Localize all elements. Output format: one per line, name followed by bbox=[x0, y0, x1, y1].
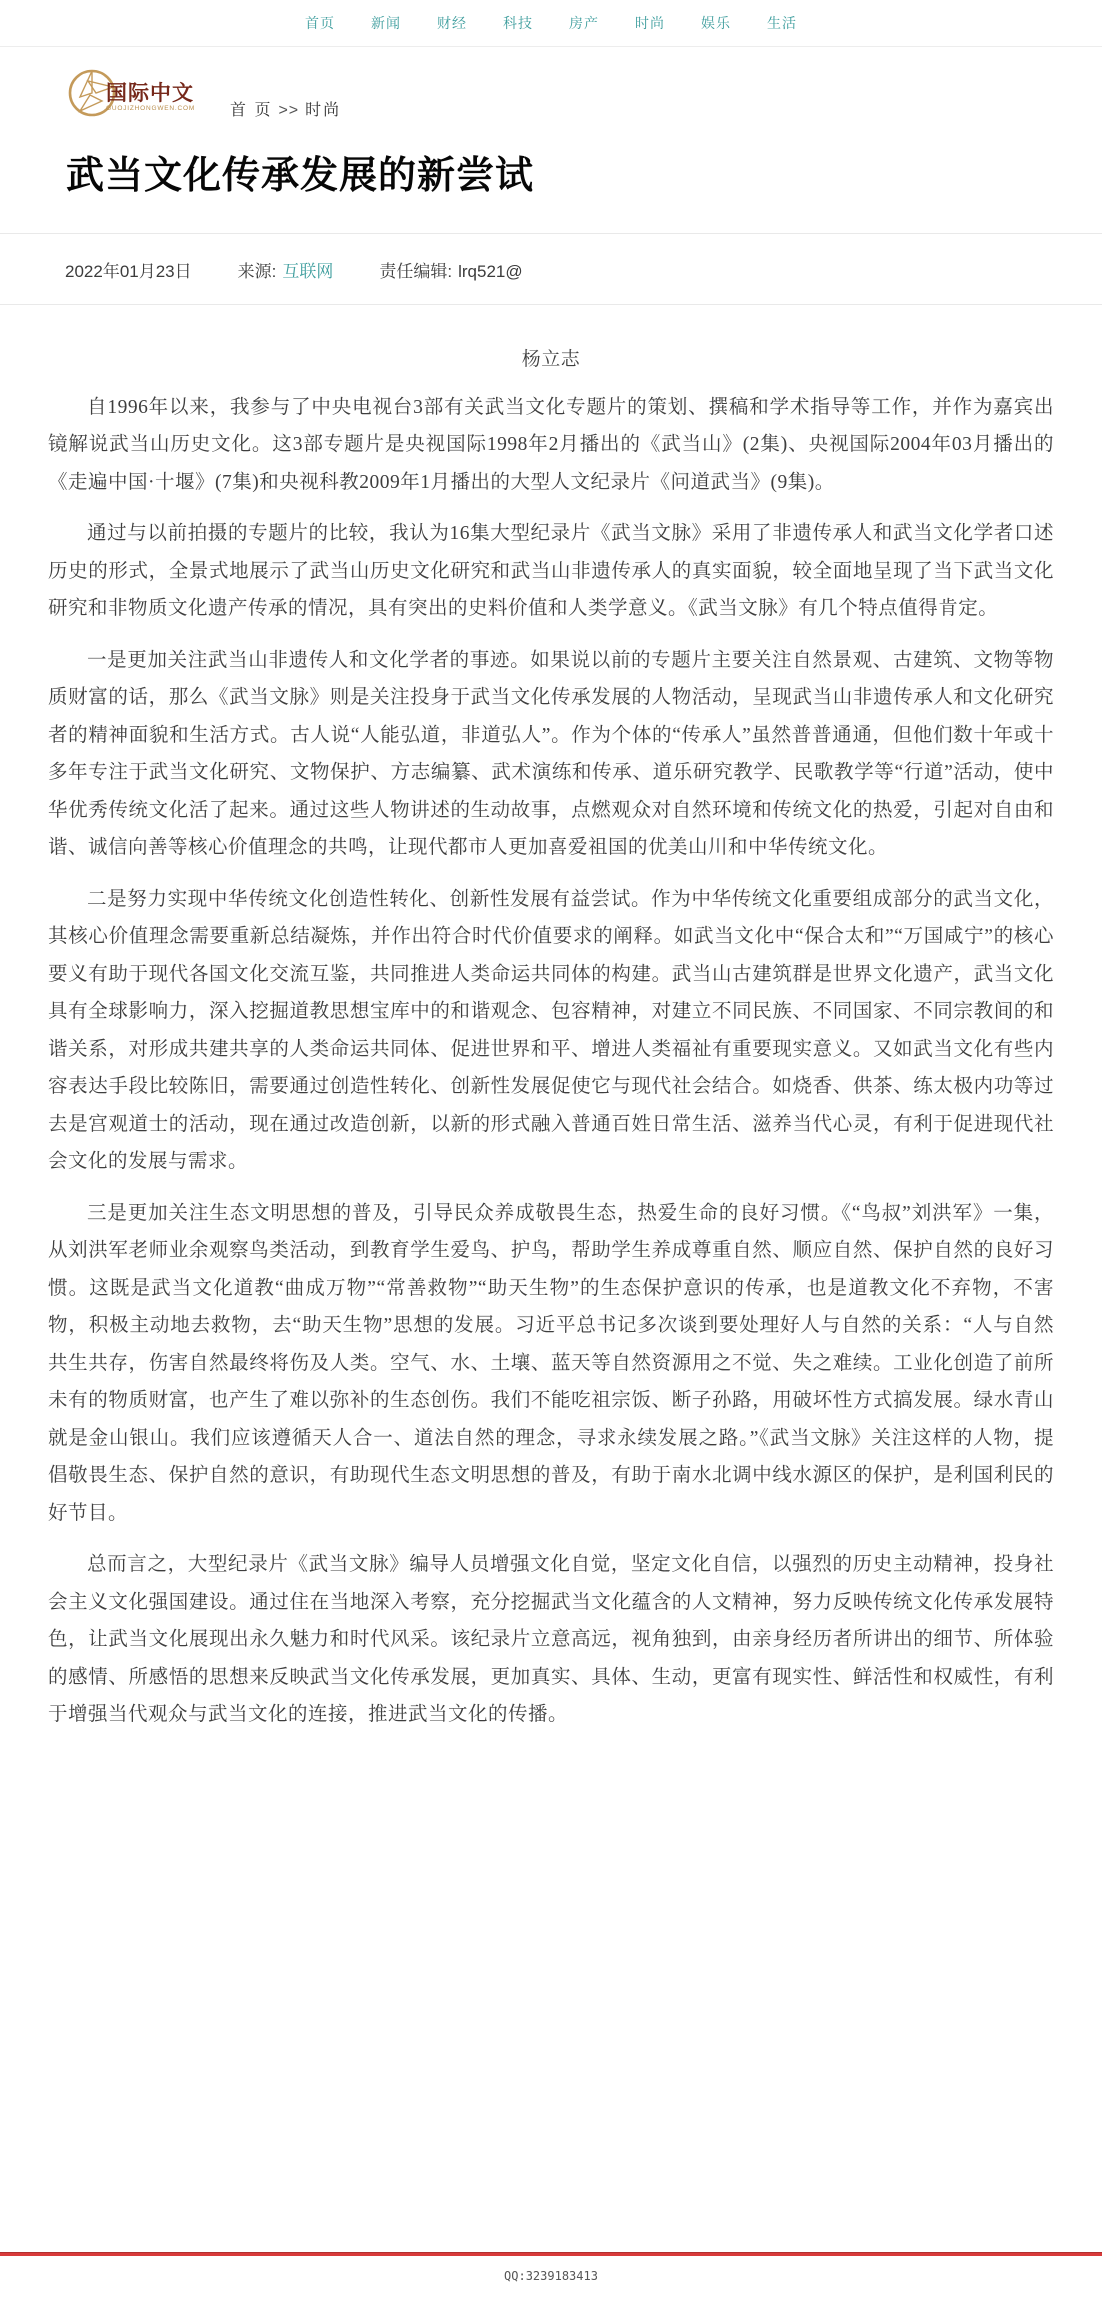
breadcrumb bbox=[230, 97, 341, 120]
footer-red-divider bbox=[0, 2252, 1102, 2256]
nav-item-tech[interactable]: 科技 bbox=[503, 15, 533, 31]
logo-text-block bbox=[106, 84, 195, 112]
nav-item-news[interactable]: 新闻 bbox=[371, 15, 401, 31]
article-paragraph: 通过与以前拍摄的专题片的比较，我认为16集大型纪录片《武当文脉》采用了非遗传承人和武当文化学者口述历史的形式，全景式地展示了武当山历史文化研究和武当山非遗传承人的真实面貌，较全面地呈现了当下武当文化研究和非物质文化遗产传承的情况，具有突出的史料价值和人类学意义。《武当文脉》有几个特点值得肯定。 bbox=[48, 523, 1054, 619]
site-logo[interactable] bbox=[66, 67, 195, 119]
nav-item-life[interactable]: 生活 bbox=[767, 15, 797, 31]
logo-subtitle: GUOJIZHONGWEN.COM bbox=[106, 105, 196, 112]
editor-value: lrq521@ bbox=[458, 261, 523, 281]
article-paragraph: 自1996年以来，我参与了中央电视台3部有关武当文化专题片的策划、撰稿和学术指导等工作，并作为嘉宾出镜解说武当山历史文化。这3部专题片是央视国际1998年2月播出的《武当山》(2集)、央视国际2004年03月播出的《走遍中国·十堰》(7集)和央视科教2009年1月播出的大型人文纪录片《问道武当》(9集)。 bbox=[48, 396, 1054, 493]
nav-item-ent[interactable]: 娱乐 bbox=[701, 15, 731, 31]
nav-item-home[interactable]: 首页 bbox=[305, 15, 335, 31]
nav-item-finance[interactable]: 财经 bbox=[437, 15, 467, 31]
page-header bbox=[0, 47, 1102, 139]
nav-item-estate[interactable]: 房产 bbox=[569, 15, 599, 31]
top-navigation bbox=[0, 0, 1102, 47]
article-body bbox=[0, 341, 1102, 1734]
article-paragraph: 总而言之，大型纪录片《武当文脉》编导人员增强文化自觉，坚定文化自信，以强烈的历史主动精神，投身社会主义文化强国建设。通过住在当地深入考察，充分挖掘武当文化蕴含的人文精神，努力反映传统文化传承发展特色，让武当文化展现出永久魅力和时代风采。该纪录片立意高远，视角独到，由亲身经历者所讲出的细节、所体验的感情、所感悟的思想来反映武当文化传承发展，更加真实、具体、生动，更富有现实性、鲜活性和权威性，有利于增强当代观众与武当文化的连接，推进武当文化的传播。 bbox=[48, 1554, 1054, 1725]
article-paragraph: 一是更加关注武当山非遗传人和文化学者的事迹。如果说以前的专题片主要关注自然景观、古建筑、文物等物质财富的话，那么《武当文脉》则是关注投身于武当文化传承发展的人物活动，呈现武当山非遗传承人和文化研究者的精神面貌和生活方式。古人说“人能弘道，非道弘人”。作为个体的“传承人”虽然普普通通，但他们数十年或十多年专注于武当文化研究、文物保护、方志编纂、武术演练和传承、道乐研究教学、民歌教学等“行道”活动，使中华优秀传统文化活了起来。通过这些人物讲述的生动故事，点燃观众对自然环境和传统文化的热爱，引起对自由和谐、诚信向善等核心价值理念的共鸣，让现代都市人更加喜爱祖国的优美山川和中华传统文化。 bbox=[48, 649, 1054, 858]
nav-item-fashion[interactable]: 时尚 bbox=[635, 15, 665, 31]
article-title: 武当文化传承发展的新尝试 bbox=[66, 155, 535, 197]
article-meta-row bbox=[0, 233, 1102, 305]
footer-qq-contact: QQ:3239183413 bbox=[504, 2269, 598, 2283]
article-author: 杨立志 bbox=[521, 349, 581, 370]
page-footer bbox=[0, 2252, 1102, 2303]
logo-title: 国际中文 bbox=[106, 82, 194, 105]
source-label: 来源: bbox=[237, 261, 277, 281]
article-paragraph: 二是努力实现中华传统文化创造性转化、创新性发展有益尝试。作为中华传统文化重要组成部分的武当文化，其核心价值理念需要重新总结凝炼，并作出符合时代价值要求的阐释。如武当文化中“保合太和”“万国咸宁”的核心要义有助于现代各国文化交流互鉴，共同推进人类命运共同体的构建。武当山古建筑群是世界文化遗产，武当文化具有全球影响力，深入挖掘道教思想宝库中的和谐观念、包容精神，对建立不同民族、不同国家、不同宗教间的和谐关系，对形成共建共享的人类命运共同体、促进世界和平、增进人类福祉有重要现实意义。又如武当文化有些内容表达手段比较陈旧，需要通过创造性转化、创新性发展促使它与现代社会结合。如烧香、供茶、练太极内功等过去是宫观道士的活动，现在通过改造创新，以新的形式融入普通百姓日常生活、滋养当代心灵，有利于促进现代社会文化的发展与需求。 bbox=[48, 888, 1054, 1172]
breadcrumb-category-link[interactable]: 时尚 bbox=[305, 102, 342, 119]
source-link[interactable]: 互联网 bbox=[282, 261, 334, 281]
article-source bbox=[238, 257, 334, 282]
article-date: 2022年01月23日 bbox=[65, 261, 192, 281]
article-paragraph: 三是更加关注生态文明思想的普及，引导民众养成敬畏生态，热爱生命的良好习惯。《“鸟叔”刘洪军》一集，从刘洪军老师业余观察鸟类活动，到教育学生爱鸟、护鸟，帮助学生养成尊重自然、顺应自然、保护自然的良好习惯。这既是武当文化道教“曲成万物”“常善救物”“助天生物”的生态保护意识的传承，也是道教文化不弃物，不害物，积极主动地去救物，去“助天生物”思想的发展。习近平总书记多次谈到要处理好人与自然的关系：“人与自然共生共存，伤害自然最终将伤及人类。空气、水、土壤、蓝天等自然资源用之不觉、失之难续。工业化创造了前所未有的物质财富，也产生了难以弥补的生态创伤。我们不能吃祖宗饭、断子孙路，用破坏性方式搞发展。绿水青山就是金山银山。我们应该遵循天人合一、道法自然的理念，寻求永续发展之路。”《武当文脉》关注这样的人物，提倡敬畏生态、保护自然的意识，有助现代生态文明思想的普及，有助于南水北调中线水源区的保护，是利国利民的好节目。 bbox=[48, 1202, 1054, 1524]
breadcrumb-separator: >> bbox=[278, 102, 300, 119]
article-editor bbox=[379, 257, 528, 282]
breadcrumb-home-link[interactable]: 首 页 bbox=[230, 102, 273, 119]
editor-label: 责任编辑: bbox=[379, 261, 453, 281]
